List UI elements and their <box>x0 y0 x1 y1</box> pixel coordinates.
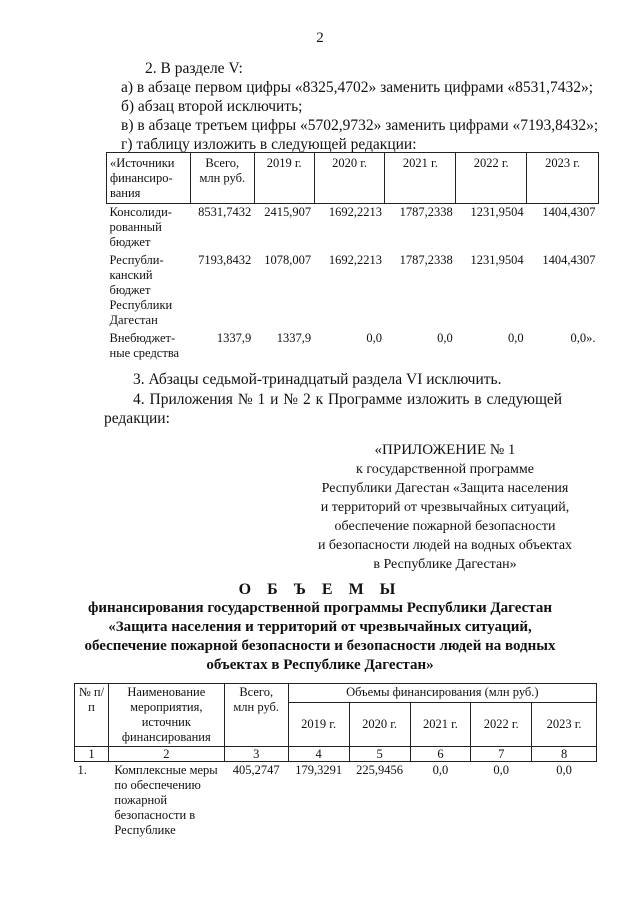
table-row <box>107 204 599 253</box>
appendix-heading <box>280 441 610 574</box>
table2-header-num: № п/п <box>75 684 109 747</box>
row-2020: 1692,2213 <box>328 205 382 219</box>
appendix-title: «ПРИЛОЖЕНИЕ № 1 <box>374 442 516 458</box>
intro-line-1: 2. В разделе V: <box>145 60 243 77</box>
column-number: 3 <box>224 747 288 762</box>
volumes-title: О Б Ъ Е М Ы <box>238 581 402 598</box>
row-total: 405,2747 <box>232 763 280 777</box>
appendix-line: обеспечение пожарной безопасности <box>334 519 556 534</box>
volumes-subtitle-line: финансирования государственной программы Республики Дагестан <box>88 600 552 616</box>
column-number: 1 <box>75 747 109 762</box>
row-2021: 1787,2338 <box>399 253 453 267</box>
column-number: 7 <box>471 747 532 762</box>
paragraph-4-line-2: редакции: <box>104 410 170 427</box>
row-total: 1337,9 <box>216 331 252 345</box>
row-2020: 225,9456 <box>356 763 404 777</box>
row-2019: 179,3291 <box>295 763 343 777</box>
row-source-name: Внебюджет-ные средства <box>109 331 180 360</box>
appendix-line: и территорий от чрезвычайных ситуаций, <box>320 500 570 515</box>
appendix-line: Республики Дагестан «Защита населения <box>321 481 569 496</box>
row-total: 7193,8432 <box>198 253 252 267</box>
row-activity-name: Комплексные меры по обеспечению пожарной безопасности в Республике <box>114 763 218 837</box>
row-2019: 1078,007 <box>264 253 312 267</box>
row-number: 1. <box>77 763 87 777</box>
volumes-subtitle-line: обеспечение пожарной безопасности и безопасности людей на водных <box>84 638 556 654</box>
table1-header-2022: 2022 г. <box>456 153 527 204</box>
table2-header-2022: 2022 г. <box>471 703 532 747</box>
paragraph-3: 3. Абзацы седьмой-тринадцатый раздела VI исключить. <box>133 371 502 388</box>
row-2022: 1231,9504 <box>470 253 524 267</box>
column-number: 6 <box>410 747 471 762</box>
row-total: 8531,7432 <box>198 205 252 219</box>
table1-header-total: Всего, млн руб. <box>190 153 254 204</box>
appendix-line: к государственной программе <box>356 462 534 477</box>
table2-header-2020: 2020 г. <box>349 703 410 747</box>
row-2022: 0,0 <box>493 763 510 777</box>
table-row <box>75 762 597 840</box>
table1-header-2021: 2021 г. <box>385 153 456 204</box>
row-2021: 0,0 <box>437 331 453 345</box>
funding-sources-table <box>106 152 599 378</box>
table2-header-row-1 <box>75 684 597 703</box>
table2-header-group: Объемы финансирования (млн руб.) <box>288 684 596 703</box>
appendix-line: и безопасности людей на водных объектах <box>317 538 573 553</box>
funding-volumes-table <box>74 683 597 839</box>
row-2023: 0,0 <box>556 763 572 777</box>
appendix-line: в Республике Дагестан» <box>373 557 517 572</box>
column-number: 2 <box>108 747 224 762</box>
row-2023: 1404,4307 <box>542 253 596 267</box>
row-source-name: Консолиди-рованный бюджет <box>109 205 172 249</box>
volumes-subtitle-line: «Защита населения и территорий от чрезвычайных ситуаций, <box>108 619 532 635</box>
volumes-subtitle-line: объектах в Республике Дагестан» <box>206 657 434 673</box>
row-2019: 2415,907 <box>264 205 312 219</box>
row-2021: 0,0 <box>432 763 449 777</box>
table1-header-2023: 2023 г. <box>527 153 599 204</box>
volumes-title-block <box>0 580 640 675</box>
table1-header-row <box>107 153 599 204</box>
table2-column-numbers <box>75 747 597 762</box>
table2-header-2019: 2019 г. <box>288 703 349 747</box>
intro-line-2: а) в абзаце первом цифры «8325,4702» заменить цифрами «8531,7432»; <box>121 79 594 96</box>
paragraph-4-line-1: 4. Приложения № 1 и № 2 к Программе изложить в следующей <box>133 391 563 408</box>
table1-header-2020: 2020 г. <box>314 153 385 204</box>
table-row <box>107 252 599 330</box>
table2-header-2021: 2021 г. <box>410 703 471 747</box>
column-number: 4 <box>288 747 349 762</box>
table2-header-2023: 2023 г. <box>532 703 597 747</box>
intro-line-3: б) абзац второй исключить; <box>121 98 303 115</box>
row-2023: 1404,4307 <box>542 205 596 219</box>
row-2020: 0,0 <box>366 331 382 345</box>
page-number: 2 <box>316 30 324 46</box>
row-2022: 1231,9504 <box>470 205 524 219</box>
intro-line-5: г) таблицу изложить в следующей редакции: <box>121 136 417 153</box>
table1-header-source: «Источники финансиро-вания <box>107 153 191 204</box>
column-number: 5 <box>349 747 410 762</box>
row-2019: 1337,9 <box>276 331 312 345</box>
table1-header-2019: 2019 г. <box>254 153 314 204</box>
column-number: 8 <box>532 747 597 762</box>
row-2023: 0,0». <box>570 331 596 345</box>
table2-header-total: Всего, млн руб. <box>224 684 288 747</box>
row-source-name: Республи-канский бюджет Республики Дагестан <box>109 253 173 327</box>
row-2020: 1692,2213 <box>328 253 382 267</box>
table2-header-name: Наименование мероприятия, источник финансирования <box>108 684 224 747</box>
intro-line-4: в) в абзаце третьем цифры «5702,9732» заменить цифрами «7193,8432»; <box>121 117 599 134</box>
row-2021: 1787,2338 <box>399 205 453 219</box>
row-2022: 0,0 <box>508 331 524 345</box>
